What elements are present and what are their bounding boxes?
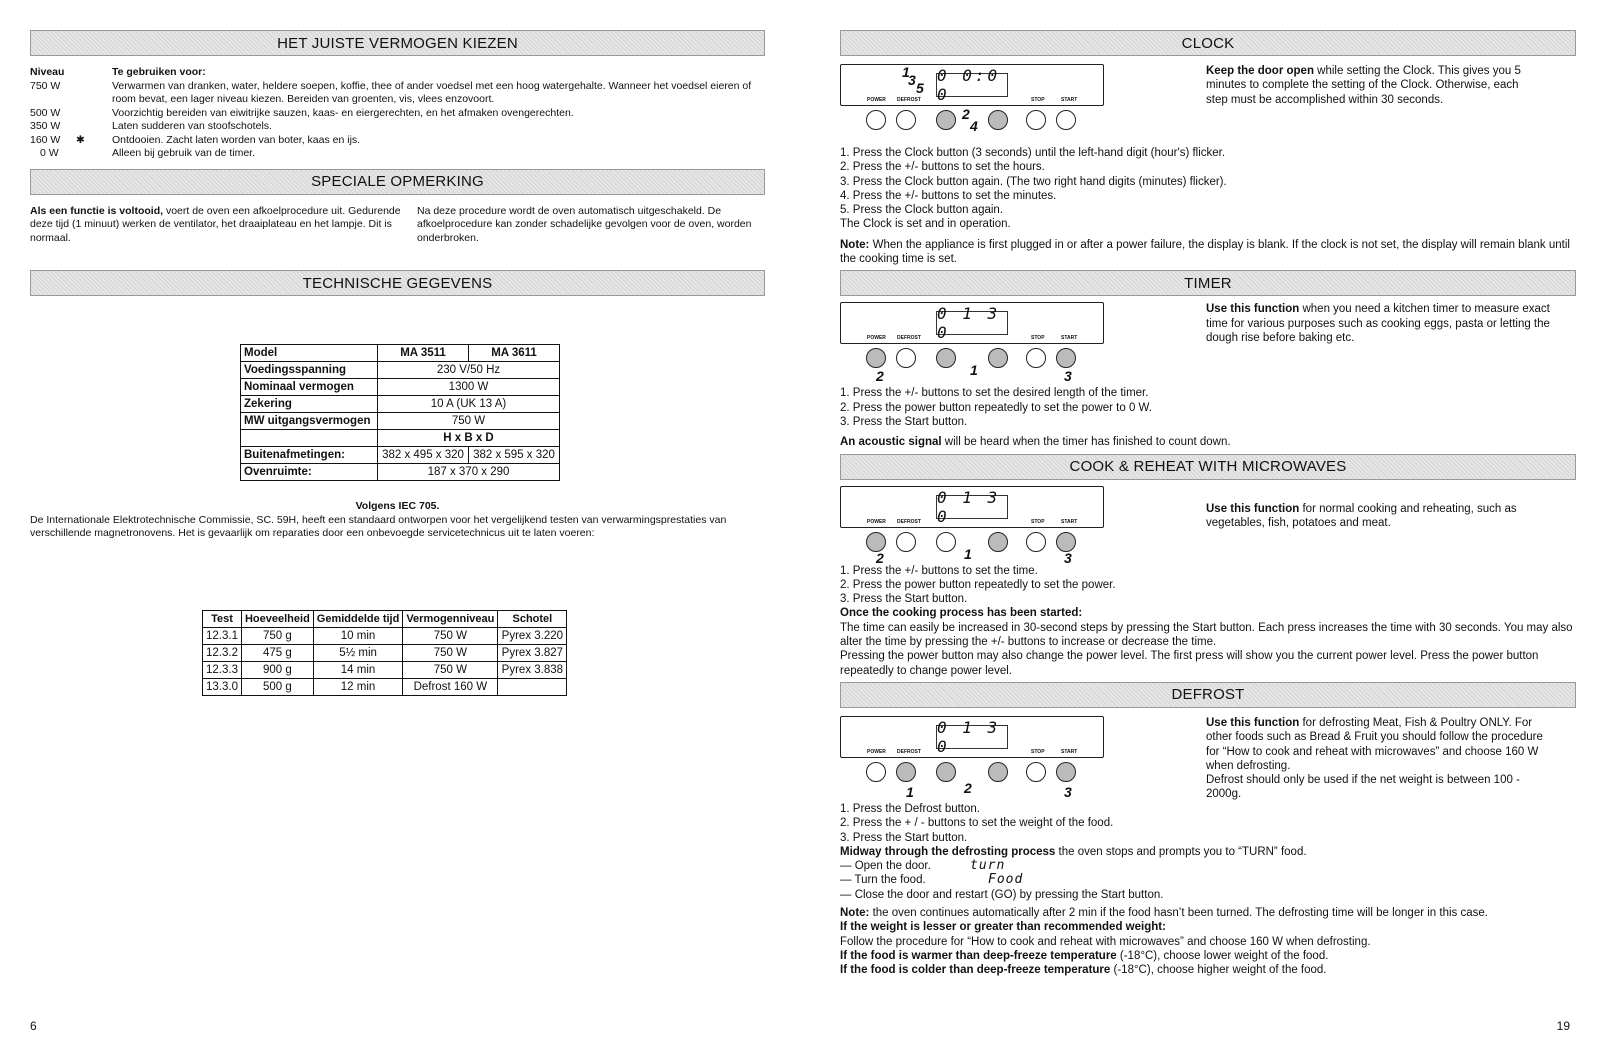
cell: Pyrex 3.827: [498, 645, 567, 662]
power-button[interactable]: [866, 348, 886, 368]
step: 3. Press the Start button.: [840, 593, 968, 606]
step-marker: 3: [908, 72, 916, 88]
cook-intro: Use this function for normal cooking and reheating, such as vegetables, fish, potatoes and meat.: [1206, 502, 1517, 529]
panel-label: START: [1061, 748, 1078, 755]
display-readout: 0 0:0 0: [936, 73, 1008, 97]
step-marker: 3: [1064, 783, 1072, 800]
defrost-close: — Close the door and restart (GO) by pressing the Start button.: [840, 888, 1164, 901]
minus-button[interactable]: [936, 348, 956, 368]
control-panel: [840, 486, 1104, 528]
spec-label: Zekering: [241, 396, 378, 413]
step: 2. Press the power button repeatedly to set the power.: [840, 578, 1116, 591]
cook-once-heading: Once the cooking process has been started:: [840, 607, 1083, 620]
cell: 750 g: [241, 628, 313, 645]
step: 1. Press the +/- buttons to set the desired length of the timer.: [840, 387, 1149, 400]
power-level-list: [30, 66, 765, 161]
stop-button[interactable]: [1026, 532, 1046, 552]
outer-dim-2: 382 x 595 x 320: [469, 447, 560, 464]
cell: 475 g: [241, 645, 313, 662]
step-marker: 2: [964, 779, 972, 796]
step-marker: 1: [970, 362, 978, 379]
step-marker: 1: [964, 545, 972, 562]
level-desc: Alleen bij gebruik van de timer.: [112, 147, 255, 159]
start-button[interactable]: [1056, 348, 1076, 368]
col-header: Schotel: [498, 611, 567, 628]
section-header-power: HET JUISTE VERMOGEN KIEZEN: [30, 30, 765, 56]
panel-label: START: [1061, 97, 1078, 103]
step-marker: 3: [1064, 549, 1072, 566]
section-header-cook: COOK & REHEAT WITH MICROWAVES: [840, 454, 1576, 480]
cell: 900 g: [241, 662, 313, 679]
defrost-intro: Use this function for defrosting Meat, Fish & Poultry ONLY. For other foods such as Bread & Fruit you should follow the procedure for “How to cook and reheat with microwaves” and choose 160 W when defrosting. Defrost should only be used if the net weight is between 100 - 2000g.: [1206, 716, 1552, 802]
control-panel: [840, 64, 1104, 106]
control-panel: [840, 302, 1104, 344]
step: 4. Press the +/- buttons to set the minutes.: [840, 189, 1057, 202]
section-header-tech: TECHNISCHE GEGEVENS: [30, 270, 765, 296]
defrost-weight-text: Follow the procedure for “How to cook and reheat with microwaves” and choose 160 W when defrosting.: [840, 935, 1371, 948]
panel-label: POWER: [867, 97, 886, 103]
level-label: 750 W: [30, 79, 61, 92]
dimension-order: H x B x D: [378, 430, 560, 447]
defrost-weight-note: Defrost should only be used if the net weight is between 100 - 2000g.: [1206, 774, 1520, 801]
defrost-warm: If the food is warmer than deep-freeze temperature (-18°C), choose lower weight of the food.: [840, 949, 1329, 962]
lcd-turn: turn: [970, 858, 1006, 874]
cell: 750 W: [403, 662, 498, 679]
outer-dim-label: Buitenafmetingen:: [241, 447, 378, 464]
panel-label: START: [1061, 335, 1078, 342]
level-label: 350 W: [30, 120, 61, 132]
right-page: [840, 30, 1576, 978]
lcd-food: Food: [988, 872, 1024, 888]
panel-label: DEFROST: [897, 97, 921, 103]
test-table: [202, 610, 567, 696]
level-desc: Laten sudderen van stoofschotels.: [112, 120, 272, 132]
model-1: MA 3511: [378, 345, 469, 362]
cell: 14 min: [313, 662, 403, 679]
timer-signal: An acoustic signal will be heard when the timer has finished to count down.: [840, 436, 1231, 449]
cell: 12 min: [313, 679, 403, 696]
cell: [498, 679, 567, 696]
cell: 10 min: [313, 628, 403, 645]
table-row: [203, 628, 567, 645]
left-page: [30, 30, 765, 693]
button-row: [840, 106, 1102, 132]
cell: 750 W: [403, 645, 498, 662]
spec-label: MW uitgangsvermogen: [241, 413, 378, 430]
special-note-b: Na deze procedure wordt de oven automatisch uitgeschakeld. De afkoelprocedure kan zonder schadelijke gevolgen voor de oven, worden onderbroken.: [417, 204, 752, 244]
table-row: [203, 662, 567, 679]
inner-dim: 187 x 370 x 290: [378, 464, 560, 481]
level-desc: Ontdooien. Zacht laten worden van boter, kaas en ijs.: [112, 133, 361, 146]
cook-paragraph: The time can easily be increased in 30-second steps by pressing the Start button. Each press increases the time with 30 seconds. You may also alter the time by pressing the +/- buttons to increase or decrease the time.: [840, 621, 1573, 649]
panel-label: START: [1061, 518, 1078, 525]
panel-label: POWER: [867, 518, 886, 525]
defrost-midway: Midway through the defrosting process the oven stops and prompts you to “TURN” food.: [840, 845, 1307, 858]
plus-button[interactable]: [988, 532, 1008, 552]
clock-note: Note: When the appliance is first plugged in or after a power failure, the display is blank. If the clock is not set, the display will remain blank until the cooking time is set.: [840, 238, 1570, 266]
panel-label: STOP: [1031, 518, 1045, 525]
section-header-timer: TIMER: [840, 270, 1576, 296]
cell: 12.3.1: [203, 628, 242, 645]
step-marker: 2: [962, 106, 970, 122]
cell: 12.3.3: [203, 662, 242, 679]
outer-dim-1: 382 x 495 x 320: [378, 447, 469, 464]
special-note: [30, 205, 765, 246]
panel-label: POWER: [867, 335, 886, 342]
cell: 12.3.2: [203, 645, 242, 662]
panel-label: DEFROST: [897, 518, 921, 525]
cell: Pyrex 3.220: [498, 628, 567, 645]
special-note-a: Als een functie is voltooid, voert de oven een afkoelprocedure uit. Gedurende deze tijd (1 minuut) werken de ventilator, het draaiplateau en het lampje. Dit is normaal.: [30, 204, 401, 244]
step-marker: 3: [1064, 368, 1072, 385]
defrost-steps: [840, 802, 1576, 978]
panel-label: STOP: [1031, 748, 1045, 755]
step: 1. Press the Clock button (3 seconds) until the left-hand digit (hour's) flicker.: [840, 147, 1226, 159]
cell: 13.3.0: [203, 679, 242, 696]
spec-value: 750 W: [378, 413, 560, 430]
step: 2. Press the +/- buttons to set the hours.: [840, 161, 1045, 174]
spec-label: Voedingsspanning: [241, 362, 378, 379]
cell: 500 g: [241, 679, 313, 696]
plus-button[interactable]: [988, 348, 1008, 368]
step: 3. Press the Start button.: [840, 831, 968, 844]
defrost-note: Note: the oven continues automatically after 2 min if the food hasn’t been turned. The defrosting time will be longer in this case.: [840, 907, 1488, 920]
start-button[interactable]: [1056, 532, 1076, 552]
cook-paragraph: Pressing the power button may also change the power level. The first press will show you the current power level. Press the power button repeatedly to change power level.: [840, 650, 1539, 677]
step-marker: 5: [916, 80, 924, 96]
section-header-clock: CLOCK: [840, 30, 1576, 56]
defrost-button[interactable]: [896, 110, 916, 130]
spec-value: 10 A (UK 13 A): [378, 396, 560, 413]
level-desc: Verwarmen van dranken, water, heldere soepen, koffie, thee of ander voedsel met een hoog watergehalte. Wanneer het voedsel eieren of room bevat, een lager niveau kiezen. Bereiden van groenten, vis, vlees enzovoort.: [112, 79, 752, 105]
cook-steps: [840, 564, 1576, 678]
stop-button[interactable]: [1026, 762, 1046, 782]
section-header-defrost: DEFROST: [840, 682, 1576, 708]
model-label: Model: [241, 345, 378, 362]
table-row: [203, 645, 567, 662]
niveau-heading: Niveau: [30, 66, 65, 78]
step: 2. Press the + / - buttons to set the weight of the food.: [840, 817, 1114, 830]
defrost-symbol-icon: ✱: [76, 133, 85, 146]
display-readout: 0 1 3 0: [936, 495, 1008, 519]
clock-button[interactable]: [936, 110, 956, 130]
start-button[interactable]: [1056, 110, 1076, 130]
spec-value: 230 V/50 Hz: [378, 362, 560, 379]
stop-button[interactable]: [1026, 348, 1046, 368]
defrost-open: — Open the door. turn: [840, 858, 1006, 874]
iec-text: De Internationale Elektrotechnische Commissie, SC. 59H, heeft een standaard ontworpen voor het vergelijkend testen van verwarmingsprestaties van verschillende magnetronovens. Het is gevaarlijk om reparaties door een onbevoegde servicetechnicus uit te laten voeren:: [30, 513, 727, 539]
display-readout: 0 1 3 0: [936, 725, 1008, 749]
power-button[interactable]: [866, 110, 886, 130]
level-desc: Voorzichtig bereiden van eiwitrijke sauzen, kaas- en eiergerechten, en het afmaken ovengerechten.: [112, 106, 574, 119]
spec-value: 1300 W: [378, 379, 560, 396]
level-label: 0 W: [40, 147, 59, 159]
stop-button[interactable]: [1026, 110, 1046, 130]
timer-intro: Use this function when you need a kitchen timer to measure exact time for various purposes such as cooking eggs, pasta or letting the dough rise before baking etc.: [1206, 303, 1550, 344]
panel-label: DEFROST: [897, 335, 921, 342]
iec-title: Volgens IEC 705.: [355, 500, 440, 512]
cell: 5½ min: [313, 645, 403, 662]
defrost-button[interactable]: [896, 532, 916, 552]
panel-label: STOP: [1031, 97, 1045, 103]
step: 1. Press the Defrost button.: [840, 802, 980, 815]
defrost-weight-heading: If the weight is lesser or greater than recommended weight:: [840, 921, 1166, 934]
step: 2. Press the power button repeatedly to set the power to 0 W.: [840, 401, 1152, 414]
step: 3. Press the Clock button again. (The two right hand digits (minutes) flicker).: [840, 175, 1227, 188]
defrost-button[interactable]: [896, 762, 916, 782]
use-heading: Te gebruiken voor:: [112, 66, 206, 78]
step: 1. Press the +/- buttons to set the time.: [840, 564, 1038, 577]
table-row: [203, 679, 567, 696]
panel-label: POWER: [867, 748, 886, 755]
panel-label: STOP: [1031, 335, 1045, 342]
timer-steps: [840, 386, 1576, 449]
step: 5. Press the Clock button again.: [840, 204, 1004, 217]
step-marker: 2: [876, 549, 884, 566]
iec-block: [30, 500, 765, 541]
col-header: Test: [203, 611, 242, 628]
minus-button[interactable]: [936, 532, 956, 552]
plus-button[interactable]: [988, 110, 1008, 130]
plus-button[interactable]: [988, 762, 1008, 782]
cell: Defrost 160 W: [403, 679, 498, 696]
col-header: Hoeveelheid: [241, 611, 313, 628]
start-button[interactable]: [1056, 762, 1076, 782]
control-panel: [840, 716, 1104, 758]
level-label: 500 W: [30, 106, 61, 119]
model-2: MA 3611: [469, 345, 560, 362]
section-header-special: SPECIALE OPMERKING: [30, 169, 765, 195]
spec-label: Nominaal vermogen: [241, 379, 378, 396]
page-number-left: 6: [30, 1019, 37, 1033]
power-button[interactable]: [866, 762, 886, 782]
level-label: 160 W ✱: [30, 133, 85, 146]
page-number-right: 19: [1556, 1019, 1570, 1033]
clock-intro: Keep the door open while setting the Clock. This gives you 5 minutes to complete the setting of the Clock. Otherwise, each step must be accomplished within 30 seconds.: [1206, 65, 1521, 106]
step: 3. Press the Start button.: [840, 415, 968, 428]
cell: Pyrex 3.838: [498, 662, 567, 679]
defrost-cold: If the food is colder than deep-freeze temperature (-18°C), choose higher weight of the food.: [840, 964, 1327, 977]
display-readout: 0 1 3 0: [936, 311, 1008, 335]
step-marker: 1: [902, 64, 910, 80]
col-header: Vermogenniveau: [403, 611, 498, 628]
minus-button[interactable]: [936, 762, 956, 782]
inner-dim-label: Ovenruimte:: [241, 464, 378, 481]
step-marker: 4: [970, 118, 978, 134]
step-marker: 2: [876, 368, 884, 385]
tech-spec-table: [240, 344, 560, 481]
col-header: Gemiddelde tijd: [313, 611, 403, 628]
cell: 750 W: [403, 628, 498, 645]
step-marker: 1: [906, 783, 914, 800]
power-button[interactable]: [866, 532, 886, 552]
defrost-button[interactable]: [896, 348, 916, 368]
panel-label: DEFROST: [897, 748, 921, 755]
defrost-turn: — Turn the food. Food: [840, 872, 1024, 888]
step: The Clock is set and in operation.: [840, 218, 1011, 231]
clock-steps: [840, 146, 1576, 266]
